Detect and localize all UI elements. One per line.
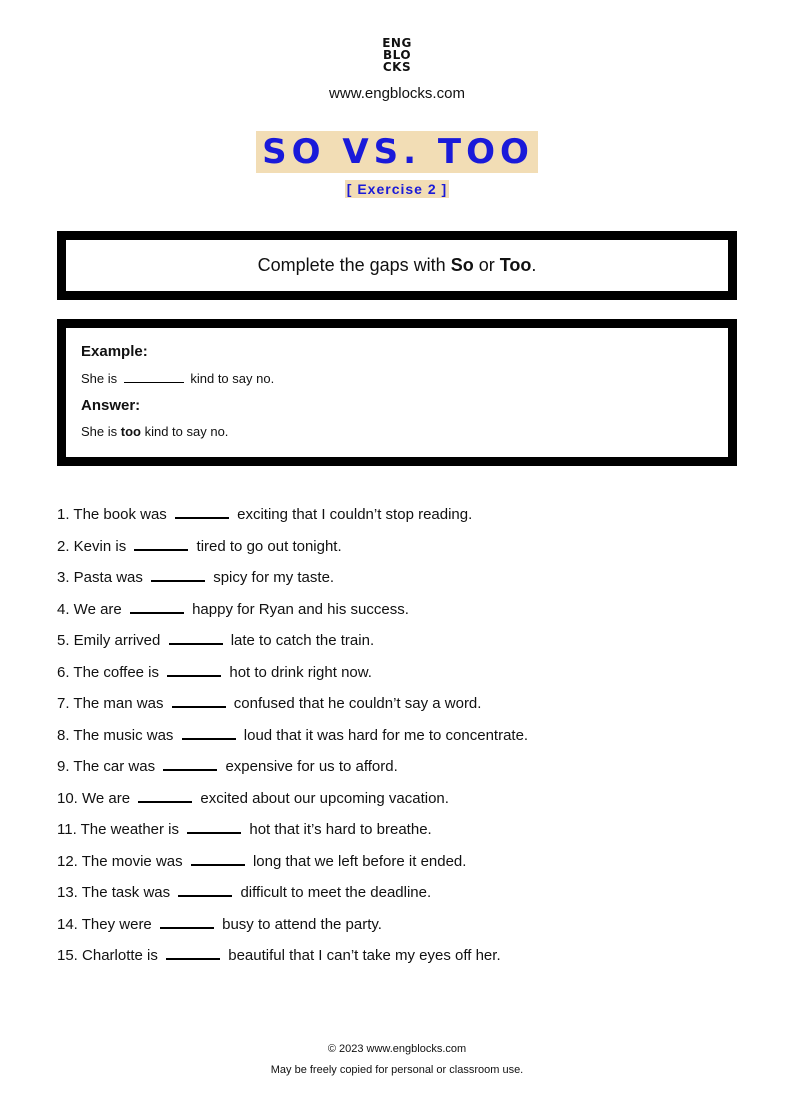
- answer-blank[interactable]: [163, 755, 217, 771]
- exercise-item: 14. They were busy to attend the party.: [57, 913, 757, 945]
- instruction-word-so: So: [450, 255, 474, 275]
- exercise-item: 2. Kevin is tired to go out tonight.: [57, 535, 757, 567]
- instruction-text: Complete the gaps with So or Too.: [257, 255, 537, 275]
- engblocks-logo: [0, 37, 794, 73]
- answer-blank[interactable]: [138, 787, 192, 803]
- answer-blank[interactable]: [160, 913, 214, 929]
- footer-copyright: © 2023 www.engblocks.com: [327, 1043, 467, 1055]
- exercise-item: 11. The weather is hot that it’s hard to breathe.: [57, 818, 757, 850]
- exercise-item: 8. The music was loud that it was hard for me to concentrate.: [57, 724, 757, 756]
- exercise-item: 12. The movie was long that we left before it ended.: [57, 850, 757, 882]
- exercise-item: 1. The book was exciting that I couldn’t stop reading.: [57, 503, 757, 535]
- answer-blank[interactable]: [175, 503, 229, 519]
- exercise-item: 3. Pasta was spicy for my taste.: [57, 566, 757, 598]
- example-box: [57, 319, 737, 466]
- exercise-list: [57, 503, 757, 976]
- exercise-item: 15. Charlotte is beautiful that I can’t take my eyes off her.: [57, 944, 757, 976]
- exercise-item: 4. We are happy for Ryan and his success.: [57, 598, 757, 630]
- answer-blank[interactable]: [130, 598, 184, 614]
- exercise-item: 13. The task was difficult to meet the deadline.: [57, 881, 757, 913]
- exercise-subtitle: [ Exercise 2 ]: [346, 181, 448, 197]
- instruction-word-too: Too: [499, 255, 532, 275]
- instruction-box: [57, 231, 737, 300]
- site-url: www.engblocks.com: [329, 85, 465, 102]
- exercise-item: 9. The car was expensive for us to afford.: [57, 755, 757, 787]
- answer-blank[interactable]: [191, 850, 245, 866]
- example-sentence: She is kind to say no.: [81, 371, 275, 386]
- page-title: SO VS. TOO: [256, 131, 538, 173]
- answer-blank[interactable]: [169, 629, 223, 645]
- answer-blank[interactable]: [151, 566, 205, 582]
- answer-sentence: She is too kind to say no.: [81, 424, 229, 439]
- answer-blank[interactable]: [166, 944, 220, 960]
- example-blank: [124, 370, 184, 383]
- answer-blank[interactable]: [187, 818, 241, 834]
- exercise-item: 6. The coffee is hot to drink right now.: [57, 661, 757, 693]
- exercise-item: 7. The man was confused that he couldn’t say a word.: [57, 692, 757, 724]
- logo-line-1: ENG: [382, 36, 412, 50]
- answer-blank[interactable]: [182, 724, 236, 740]
- answer-word: too: [120, 424, 141, 439]
- answer-blank[interactable]: [167, 661, 221, 677]
- example-label: Example:: [81, 343, 148, 360]
- footer-license: May be freely copied for personal or classroom use.: [270, 1064, 524, 1076]
- logo-line-3: CKS: [382, 60, 412, 74]
- answer-label: Answer:: [81, 397, 141, 414]
- exercise-item: 5. Emily arrived late to catch the train.: [57, 629, 757, 661]
- answer-blank[interactable]: [172, 692, 226, 708]
- exercise-item: 10. We are excited about our upcoming vacation.: [57, 787, 757, 819]
- logo-line-2: BLO: [382, 48, 412, 62]
- answer-blank[interactable]: [134, 535, 188, 551]
- answer-blank[interactable]: [178, 881, 232, 897]
